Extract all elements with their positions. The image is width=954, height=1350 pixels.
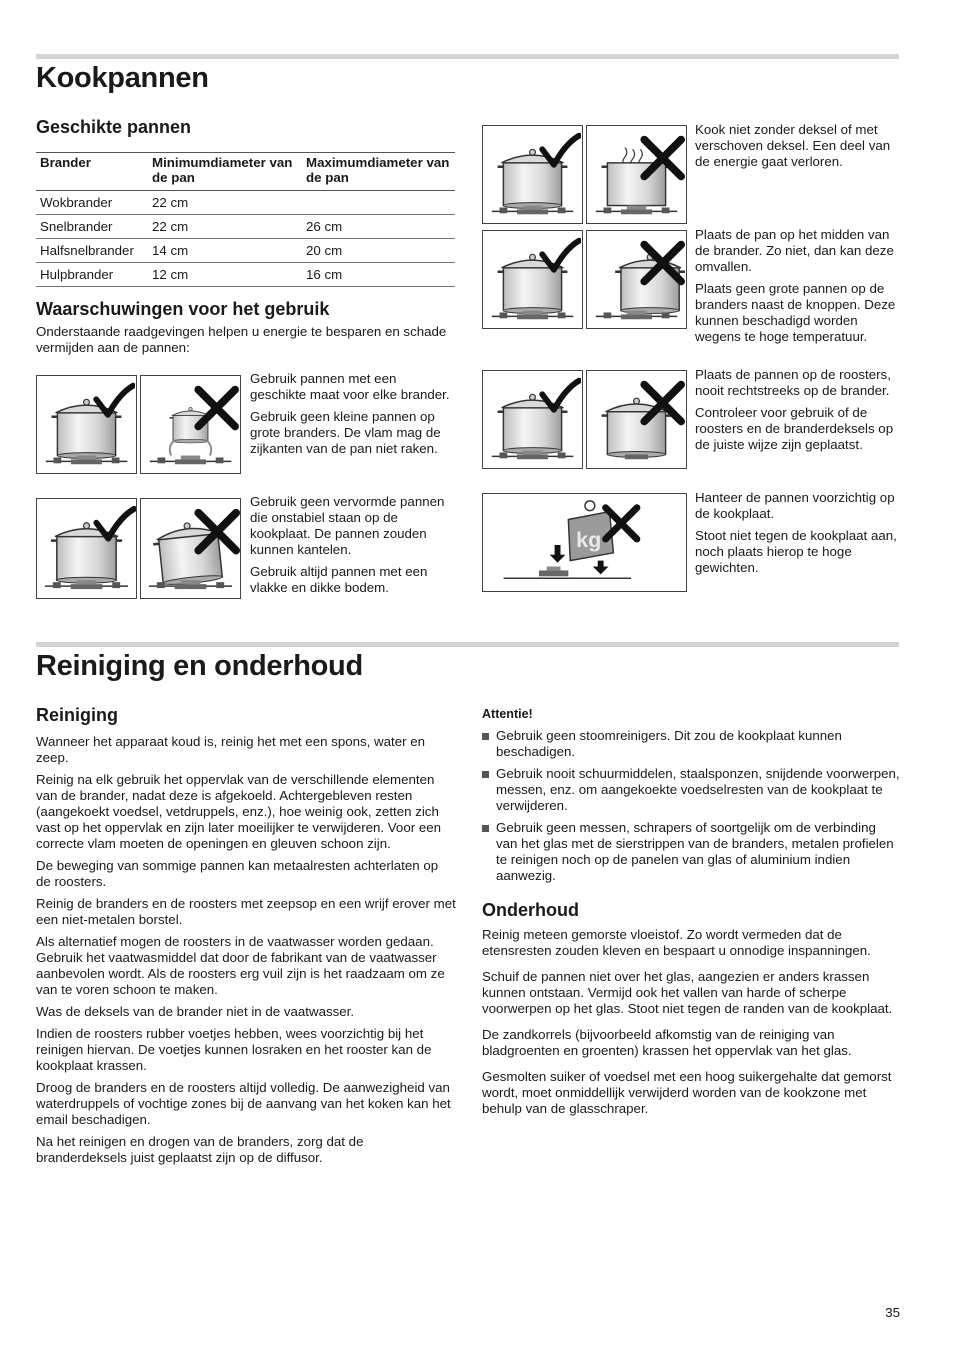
onderhoud-paragraph: Schuif de pannen niet over het glas, aangezien er anders krassen kunnen ontstaan. Vermijd ook het vallen van harde of scherpe voorwerpen op het glas. Stoot niet tegen de randen van de kookplaat. [482,969,893,1016]
right-text-block-3 [695,367,900,459]
waarschuwingen-intro: Onderstaande raadgevingen helpen u energie te besparen en schade vermijden aan de pannen: [36,324,447,355]
warning-text-block-1 [250,371,455,463]
right-text-block-1 [695,122,900,176]
illustration-deformed-pot [140,498,241,599]
table-header-cell: Minimumdiameter van de pan [148,153,302,191]
list-item [482,766,900,814]
right-text-block-2 [695,227,900,351]
table-cell: 26 cm [302,215,455,239]
reiniging-paragraph: Indien de roosters rubber voetjes hebben, wees voorzichtig bij het reinigen hiervan. De voetjes kunnen losraken en het rooster kan de kookplaat krassen. [36,1026,432,1073]
illustration-pot-on-burner [586,370,687,469]
reiniging-paragraph: De beweging van sommige pannen kan metaalresten achterlaten op de roosters. [36,858,439,889]
onderhoud-paragraph: De zandkorrels (bijvoorbeeld afkomstig van de reiniging van bladgroenten en groenten) krassen het oppervlak van het glas. [482,1027,852,1058]
attentie-list [482,728,900,890]
table-row [36,263,455,287]
illustration-lid-off [586,125,687,224]
right-text-block-4 [695,490,900,582]
bullet-square-icon [482,771,489,778]
section-title-reiniging-onderhoud: Reiniging en onderhoud [36,650,363,682]
onderhoud-text [482,927,902,1127]
warning-paragraph: Controleer voor gebruik of de roosters en de branderdeksels op de juiste wijze zijn geplaatst. [695,405,894,452]
warning-paragraph: Stoot niet tegen de kookplaat aan, noch plaats hierop te hoge gewichten. [695,528,897,575]
section-rule [36,642,899,647]
list-item-text: Gebruik geen messen, schrapers of soortgelijk om de verbinding van het glas met de sierstrippen van de branders, metalen profielen te reinigen noch op de panelen van glas of aluminium indien aanwezig. [496,820,894,883]
table-header-row [36,153,455,191]
illustration-centered-pot [482,230,583,329]
illustration-lid-on [482,125,583,224]
list-item [482,728,900,760]
reiniging-paragraph: Na het reinigen en drogen van de branders, zorg dat de branderdeksels juist geplaatst zijn op de diffusor. [36,1134,364,1165]
reiniging-paragraph: Was de deksels van de brander niet in de vaatwasser. [36,1004,355,1019]
reiniging-paragraph: Als alternatief mogen de roosters in de vaatwasser worden gedaan. Gebruik het vaatwasmiddel dat door de fabrikant van de vaatwasser aanbevolen wordt. Als de roosters erg vuil zijn is het raadzaam om ze van te voren schoon te maken. [36,934,445,997]
warning-paragraph: Plaats geen grote pannen op de branders naast de knoppen. Deze kunnen beschadigd worden wegens te hoge temperatuur. [695,281,896,344]
warning-text-block-2 [250,494,455,602]
onderhoud-paragraph: Gesmolten suiker of voedsel met een hoog suikergehalte dat gemorst wordt, moet onmiddellijk verwijderd worden van de kookzone met behulp van de glasschraper. [482,1069,892,1116]
table-cell: Snelbrander [36,215,148,239]
section-title-kookpannen: Kookpannen [36,62,209,94]
table-cell: 22 cm [148,215,302,239]
warning-paragraph: Plaats de pan op het midden van de brander. Zo niet, dan kan deze omvallen. [695,227,894,274]
warning-paragraph: Hanteer de pannen voorzichtig op de kookplaat. [695,490,895,521]
heading-geschikte-pannen: Geschikte pannen [36,117,192,137]
heading-waarschuwingen: Waarschuwingen voor het gebruik [36,299,330,319]
table-cell: 16 cm [302,263,455,287]
table-cell: 20 cm [302,239,455,263]
pan-size-table [36,152,455,287]
table-cell: Halfsnelbrander [36,239,148,263]
illustration-stable-pot [36,498,137,599]
heading-onderhoud: Onderhoud [482,900,579,920]
heading-reiniging: Reiniging [36,705,118,725]
reiniging-paragraph: Reinig na elk gebruik het oppervlak van de verschillende elementen van de brander, nadat deze is afgekoeld. Achtergebleven resten (aangekoekt voedsel, vetdruppels, enz.), hoe weinig ook, zetten zich vast op het oppervlak en zijn later moeilijker te verwijderen. Voor een correcte vlam moeten de openingen en gleuven schoon zijn. [36,772,442,851]
warning-paragraph: Kook niet zonder deksel of met verschoven deksel. Een deel van de energie gaat verloren. [695,122,891,169]
table-header-cell: Brander [36,153,148,191]
illustration-small-pot-large-burner [140,375,241,474]
warning-paragraph: Gebruik geen kleine pannen op grote branders. De vlam mag de zijkanten van de pan niet raken. [250,409,441,456]
list-item-text: Gebruik nooit schuurmiddelen, staalsponzen, snijdende voorwerpen, messen, enz. om aangekoekte voedselresten van de kookplaat te verwijderen. [496,766,900,813]
warning-paragraph: Gebruik geen vervormde pannen die onstabiel staan op de kookplaat. De pannen zouden kunnen kantelen. [250,494,445,557]
list-item [482,820,900,884]
illustration-weight-on-hob [482,493,687,592]
reiniging-paragraph: Wanneer het apparaat koud is, reinig het met een spons, water en zeep. [36,734,426,765]
table-row [36,239,455,263]
bullet-square-icon [482,825,489,832]
page-number: 35 [885,1305,900,1320]
reiniging-text [36,734,456,1172]
list-item-text: Gebruik geen stoomreinigers. Dit zou de kookplaat kunnen beschadigen. [496,728,842,759]
table-row [36,215,455,239]
table-header-cell: Maximumdiameter van de pan [302,153,455,191]
table-cell: 12 cm [148,263,302,287]
weight-label: kg [576,526,602,552]
onderhoud-paragraph: Reinig meteen gemorste vloeistof. Zo wordt vermeden dat de etensresten zouden kleven en bespaart u onnodige inspanningen. [482,927,871,958]
reiniging-paragraph: Droog de branders en de roosters altijd volledig. De aanwezigheid van waterdruppels of vochtige zones bij de aanvang van het koken kan het email beschadigen. [36,1080,451,1127]
table-cell: 22 cm [148,191,302,215]
illustration-correct-pot-size [36,375,137,474]
attentie-label: Attentie! [482,707,533,721]
warning-paragraph: Plaats de pannen op de roosters, nooit rechtstreeks op de brander. [695,367,891,398]
illustration-pot-on-grid [482,370,583,469]
table-cell: Wokbrander [36,191,148,215]
table-cell [302,191,455,215]
warning-paragraph: Gebruik pannen met een geschikte maat voor elke brander. [250,371,450,402]
table-cell: Hulpbrander [36,263,148,287]
illustration-off-center-pot [586,230,687,329]
bullet-square-icon [482,733,489,740]
reiniging-paragraph: Reinig de branders en de roosters met zeepsop en een wrijf erover met een niet-metalen borstel. [36,896,456,927]
table-cell: 14 cm [148,239,302,263]
warning-paragraph: Gebruik altijd pannen met een vlakke en dikke bodem. [250,564,428,595]
table-row [36,191,455,215]
section-rule [36,54,899,59]
